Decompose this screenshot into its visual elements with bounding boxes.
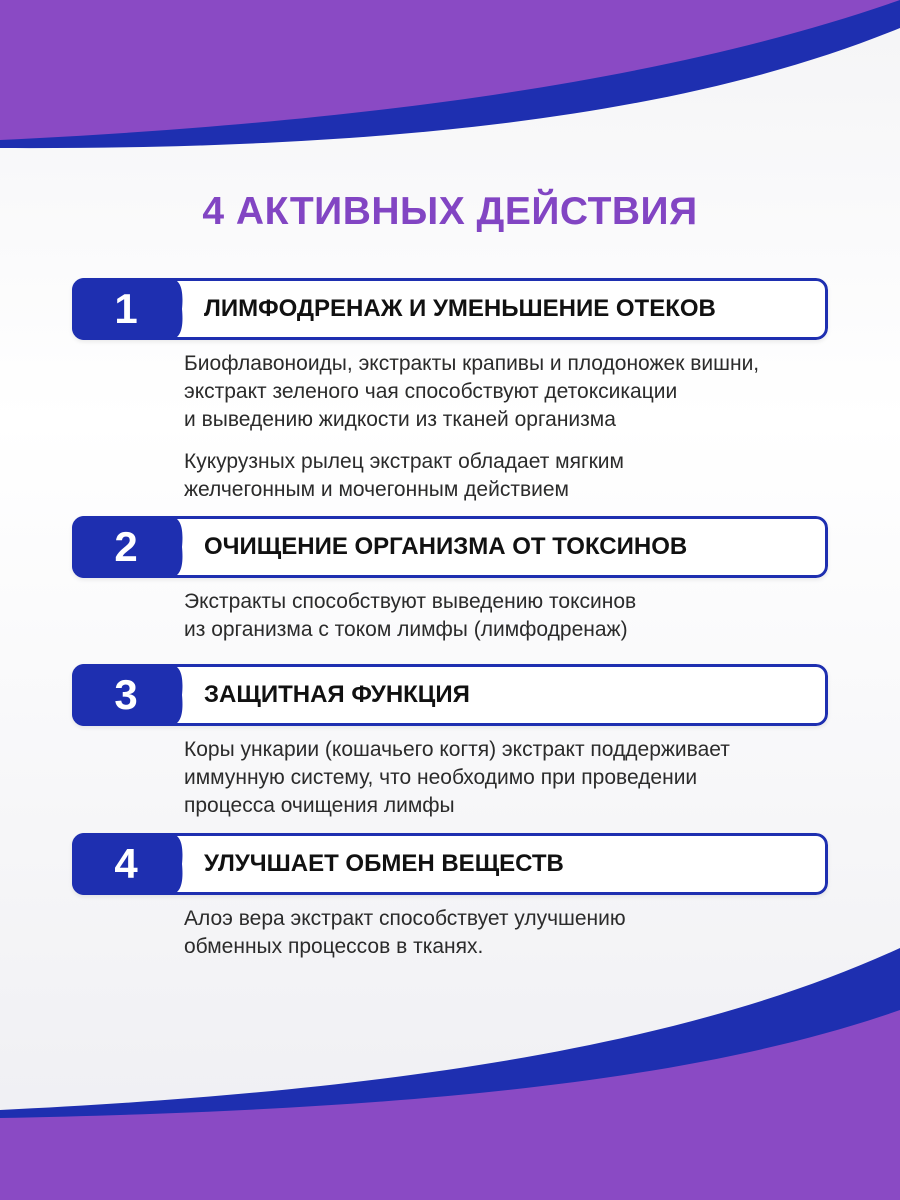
action-title: УЛУЧШАЕТ ОБМЕН ВЕЩЕСТВ: [204, 850, 564, 877]
action-block-2: [72, 516, 828, 644]
page-headline: 4 АКТИВНЫХ ДЕЙСТВИЯ: [202, 190, 698, 233]
action-title: ЗАЩИТНАЯ ФУНКЦИЯ: [204, 681, 470, 708]
action-number: 2: [114, 523, 138, 570]
action-description: Коры ункарии (кошачьего когтя) экстракт поддерживает иммунную систему, что необходимо при проведении процесса очищения лимфы: [184, 738, 730, 817]
action-title: ЛИМФОДРЕНАЖ И УМЕНЬШЕНИЕ ОТЕКОВ: [204, 295, 716, 322]
action-header-bar: [72, 664, 828, 726]
action-header-bar: [72, 278, 828, 340]
action-block-3: [72, 664, 828, 820]
action-block-1: [72, 278, 828, 504]
action-description: Биофлавоноиды, экстракты крапивы и плодоножек вишни, экстракт зеленого чая способствуют детоксикации и выведению жидкости из тканей организма: [184, 352, 760, 431]
action-header-bar: [72, 833, 828, 895]
action-description: Алоэ вера экстракт способствует улучшению обменных процессов в тканях.: [184, 907, 626, 958]
action-block-4: [72, 833, 828, 961]
action-number: 4: [114, 840, 138, 887]
action-number: 1: [114, 285, 138, 332]
action-description: Экстракты способствуют выведению токсинов из организма с током лимфы (лимфодренаж): [184, 590, 637, 641]
action-number: 3: [114, 671, 138, 718]
action-header-bar: [72, 516, 828, 578]
action-description: Кукурузных рылец экстракт обладает мягким желчегонным и мочегонным действием: [184, 450, 624, 501]
action-title: ОЧИЩЕНИЕ ОРГАНИЗМА ОТ ТОКСИНОВ: [204, 533, 688, 560]
